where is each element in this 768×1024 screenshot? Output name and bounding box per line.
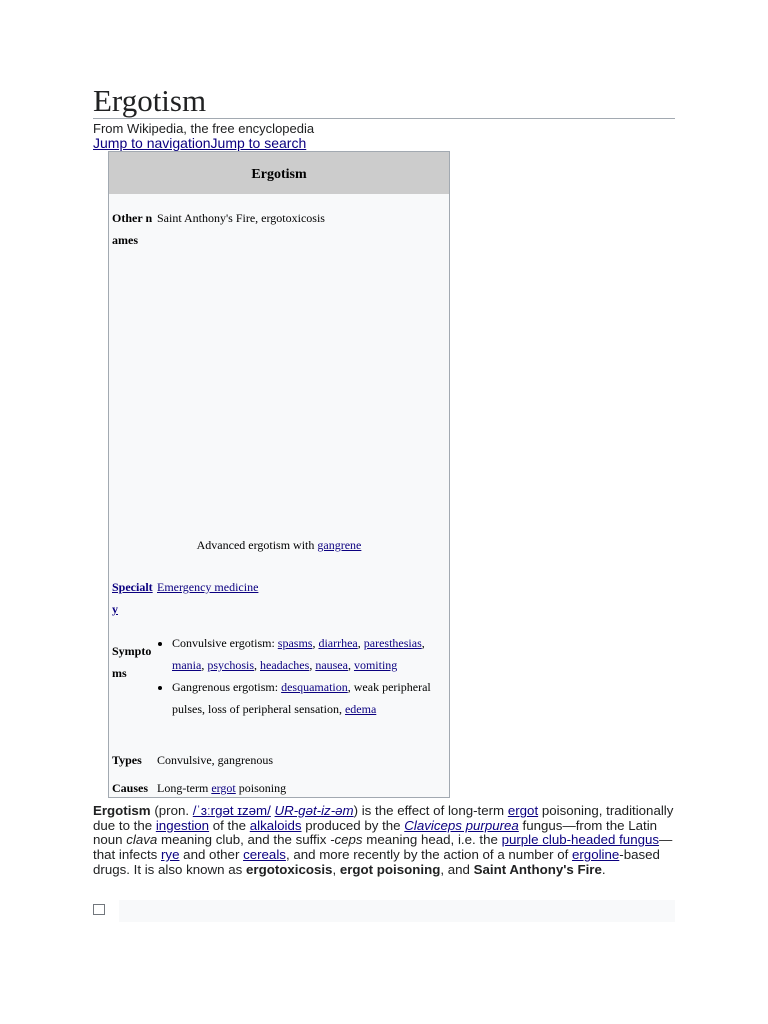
lead-text: and other [179, 847, 244, 863]
convulsive-text: Convulsive ergotism: [172, 636, 278, 650]
gangrenous-text: Gangrenous ergotism: [172, 680, 282, 694]
diarrhea-link[interactable]: diarrhea [318, 636, 358, 650]
lead-text: , [332, 861, 340, 877]
symptom-item-gangrenous [172, 676, 446, 720]
mania-link[interactable]: mania [172, 658, 202, 672]
alt-name-saint-anthonys-fire: Saint Anthony's Fire [473, 861, 602, 877]
edema-link[interactable]: edema [344, 702, 377, 716]
lead-text: meaning club, and the suffix [157, 832, 331, 848]
specialty-value [157, 576, 446, 598]
lead-text: ) is the effect of long-term [353, 803, 508, 818]
infobox-image [112, 252, 446, 522]
specialty-label [112, 576, 154, 620]
claviceps-purpurea-link[interactable]: Claviceps purpurea [404, 817, 519, 833]
causes-ergot-link[interactable]: ergot [211, 781, 236, 795]
infobox-title: Ergotism [109, 152, 449, 194]
emergency-medicine-link[interactable]: Emergency medicine [157, 580, 259, 594]
ergoline-link[interactable]: ergoline [571, 847, 620, 863]
image-caption [112, 537, 446, 553]
causes-suffix: poisoning [235, 781, 287, 795]
lead-text: (pron. [150, 803, 193, 818]
causes-value [157, 777, 446, 799]
spasms-link[interactable]: spasms [277, 636, 313, 650]
lead-paragraph [93, 804, 675, 878]
page-title: Ergotism [93, 84, 675, 119]
lead-text: , and more recently by the action of a number of [285, 847, 572, 863]
lead-text: of the [209, 817, 250, 833]
paresthesias-link[interactable]: paresthesias [363, 636, 422, 650]
lead-text: poisoning, traditionally due to the [93, 803, 674, 833]
desquamation-link[interactable]: desquamation [281, 680, 348, 694]
alkaloids-link[interactable]: alkaloids [249, 817, 302, 833]
symptoms-value [157, 632, 446, 720]
gangrenous-middle-text: , weak peripheral pulses, loss of peripheral sensation, [172, 680, 431, 716]
nausea-link[interactable]: nausea [315, 658, 348, 672]
alt-name-ergot-poisoning: ergot poisoning [339, 861, 441, 877]
purple-club-headed-fungus-link[interactable]: purple club-headed fungus [501, 832, 660, 848]
respelling-link[interactable]: UR-gət-iz-əm [274, 803, 354, 818]
types-value: Convulsive, gangrenous [157, 753, 273, 767]
infobox-row-symptoms [112, 632, 446, 742]
site-tagline: From Wikipedia, the free encyclopedia [93, 121, 315, 136]
other-names-value: Saint Anthony's Fire, ergotoxicosis [157, 211, 325, 225]
gangrene-link[interactable]: gangrene [317, 538, 362, 552]
toc-container [119, 900, 675, 922]
psychosis-link[interactable]: psychosis [207, 658, 254, 672]
other-names-label: Other names [112, 211, 153, 247]
ipa-pronunciation-link[interactable]: /ˈɜːrɡət ɪzəm/ [192, 803, 271, 818]
ceps-term: -ceps [330, 832, 363, 848]
ingestion-link[interactable]: ingestion [155, 817, 210, 833]
jump-to-search-link[interactable]: Jump to search [210, 135, 307, 151]
alt-name-ergotoxicosis: ergotoxicosis [246, 861, 333, 877]
infobox-row-specialty [112, 576, 446, 626]
headaches-link[interactable]: headaches [260, 658, 310, 672]
lead-text: , and [440, 861, 474, 877]
lead-text: -based drugs. It is also known as [93, 847, 660, 877]
vomiting-link[interactable]: vomiting [353, 658, 398, 672]
causes-label: Causes [112, 781, 149, 795]
jump-to-navigation-link[interactable]: Jump to navigation [93, 135, 211, 151]
cereals-link[interactable]: cereals [243, 847, 286, 863]
infobox-row-causes [112, 777, 446, 799]
toc-toggle-checkbox[interactable] [93, 904, 105, 915]
jump-links [93, 135, 306, 151]
types-label: Types [112, 753, 142, 767]
ergot-link[interactable]: ergot [507, 803, 539, 818]
lead-text: . [601, 861, 606, 877]
specialty-link[interactable]: Specialty [112, 580, 153, 616]
symptoms-label: Symptoms [112, 644, 152, 680]
infobox-image-caption-row [112, 537, 446, 557]
causes-prefix: Long-term [157, 781, 212, 795]
image-caption-text: Advanced ergotism with [196, 538, 318, 552]
infobox [108, 151, 450, 798]
lead-text: —that infects [93, 832, 673, 863]
lead-text: produced by the [301, 817, 405, 833]
clava-term: clava [126, 832, 158, 848]
infobox-row-other-names [112, 207, 446, 257]
lead-text: meaning head, i.e. the [362, 832, 502, 848]
infobox-row-types [112, 749, 446, 771]
symptom-item-convulsive: • Convulsive ergotism: spasms, diarrhea, paresthesias, mania, psychosis, headaches, nausea, vomiting [172, 632, 446, 676]
rye-link[interactable]: rye [161, 847, 180, 863]
lead-text: fungus—from the Latin noun [93, 817, 658, 848]
symptoms-list [157, 632, 446, 720]
lead-term: Ergotism [93, 803, 151, 818]
